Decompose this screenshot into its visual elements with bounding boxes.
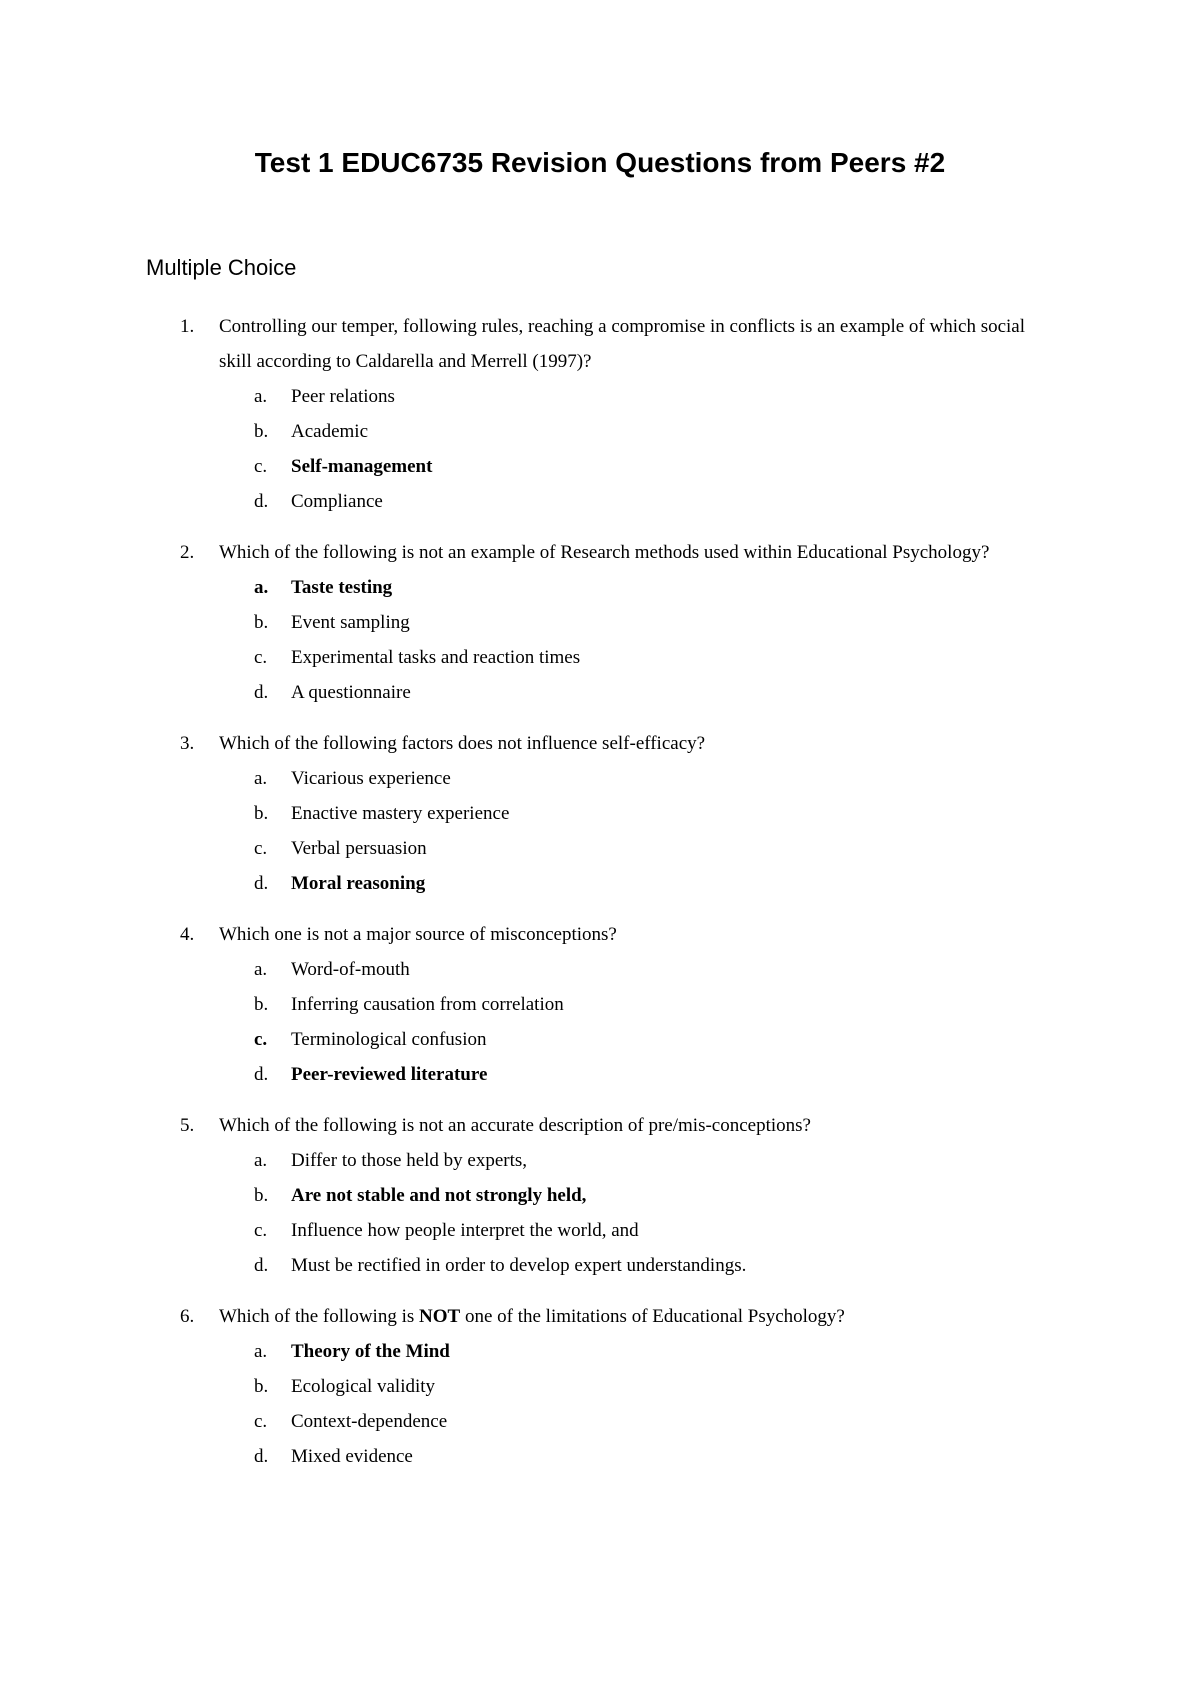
- question-number: 1.: [180, 316, 195, 337]
- option-text: Context-dependence: [291, 1411, 448, 1432]
- option-text-answer: Taste testing: [291, 577, 393, 598]
- option-letter: c.: [254, 1029, 268, 1050]
- question-text-before: Which of the following is: [219, 1306, 419, 1327]
- option-text: Experimental tasks and reaction times: [291, 647, 581, 668]
- option-letter: a.: [254, 959, 268, 980]
- option-text-answer: Peer-reviewed literature: [291, 1064, 488, 1085]
- option-text: Compliance: [291, 491, 383, 512]
- option-text: Event sampling: [291, 612, 410, 633]
- option-d: [0, 866, 1200, 901]
- question-text-emphasis: NOT: [419, 1306, 461, 1327]
- option-list: [0, 952, 1200, 1092]
- option-c: [0, 831, 1200, 866]
- option-text: Verbal persuasion: [291, 838, 427, 859]
- option-list: [0, 761, 1200, 901]
- option-letter: c.: [254, 456, 268, 477]
- option-letter: b.: [254, 1376, 269, 1397]
- option-text-answer: Self-management: [291, 456, 433, 477]
- option-text: Peer relations: [291, 386, 395, 407]
- option-letter: c.: [254, 1411, 268, 1432]
- option-text: Mixed evidence: [291, 1446, 413, 1467]
- option-text: Influence how people interpret the world, and: [291, 1220, 639, 1241]
- option-letter: d.: [254, 873, 269, 894]
- option-c: [0, 449, 1200, 484]
- option-b: [0, 987, 1200, 1022]
- question-text: Which of the following is not an accurate description of pre/mis-conceptions?: [219, 1115, 811, 1136]
- question-text: Which one is not a major source of misconceptions?: [219, 924, 617, 945]
- option-letter: d.: [254, 682, 269, 703]
- option-c: [0, 1404, 1200, 1439]
- question-1: [0, 309, 1200, 519]
- option-a: [0, 952, 1200, 987]
- option-text-answer: Moral reasoning: [291, 873, 426, 894]
- question-number: 2.: [180, 542, 195, 563]
- option-d: [0, 1439, 1200, 1474]
- option-letter: d.: [254, 1446, 269, 1467]
- option-d: [0, 1057, 1200, 1092]
- option-text: Word-of-mouth: [291, 959, 410, 980]
- option-letter: d.: [254, 491, 269, 512]
- option-text-answer: Theory of the Mind: [291, 1341, 450, 1362]
- question-list: [0, 309, 1200, 1490]
- question-text-after: one of the limitations of Educational Psychology?: [460, 1306, 845, 1327]
- option-text: Differ to those held by experts,: [291, 1150, 528, 1171]
- option-a: [0, 570, 1200, 605]
- option-letter: d.: [254, 1255, 269, 1276]
- option-text-answer: Are not stable and not strongly held,: [291, 1185, 587, 1206]
- option-text: Inferring causation from correlation: [291, 994, 564, 1015]
- option-c: [0, 640, 1200, 675]
- option-text: Terminological confusion: [291, 1029, 487, 1050]
- option-letter: b.: [254, 421, 269, 442]
- option-letter: c.: [254, 647, 268, 668]
- question-2: [0, 535, 1200, 710]
- question-text: Which of the following factors does not influence self-efficacy?: [219, 733, 706, 754]
- option-a: [0, 379, 1200, 414]
- option-letter: b.: [254, 994, 269, 1015]
- option-letter: d.: [254, 1064, 269, 1085]
- option-c: [0, 1022, 1200, 1057]
- question-text: Controlling our temper, following rules, reaching a compromise in conflicts is an example of which social skill according to Caldarella and Merrell (1997)?: [219, 316, 1026, 372]
- question-5: [0, 1108, 1200, 1283]
- question-number: 4.: [180, 924, 195, 945]
- question-6: [0, 1299, 1200, 1474]
- option-text: Vicarious experience: [291, 768, 451, 789]
- question-3: [0, 726, 1200, 901]
- option-list: [0, 379, 1200, 519]
- section-heading: Multiple Choice: [146, 255, 297, 280]
- option-a: [0, 761, 1200, 796]
- option-text: A questionnaire: [291, 682, 411, 703]
- option-a: [0, 1143, 1200, 1178]
- option-letter: a.: [254, 1150, 268, 1171]
- option-text: Academic: [291, 421, 369, 442]
- option-b: [0, 1369, 1200, 1404]
- option-letter: a.: [254, 768, 268, 789]
- option-b: [0, 796, 1200, 831]
- page-title: Test 1 EDUC6735 Revision Questions from Peers #2: [254, 147, 946, 178]
- option-letter: a.: [254, 386, 268, 407]
- option-b: [0, 414, 1200, 449]
- option-b: [0, 1178, 1200, 1213]
- question-text: Which of the following is not an example of Research methods used within Educational Psychology?: [219, 542, 990, 563]
- option-b: [0, 605, 1200, 640]
- option-list: [0, 1334, 1200, 1474]
- option-a: [0, 1334, 1200, 1369]
- option-d: [0, 1248, 1200, 1283]
- option-text: Ecological validity: [291, 1376, 436, 1397]
- question-4: [0, 917, 1200, 1092]
- question-number: 6.: [180, 1306, 195, 1327]
- option-letter: b.: [254, 612, 269, 633]
- option-list: [0, 1143, 1200, 1283]
- question-number: 3.: [180, 733, 195, 754]
- question-number: 5.: [180, 1115, 195, 1136]
- option-letter: b.: [254, 1185, 269, 1206]
- option-d: [0, 484, 1200, 519]
- option-letter: c.: [254, 1220, 268, 1241]
- option-letter: b.: [254, 803, 269, 824]
- option-c: [0, 1213, 1200, 1248]
- option-d: [0, 675, 1200, 710]
- option-letter: a.: [254, 577, 269, 598]
- option-letter: a.: [254, 1341, 268, 1362]
- option-text: Must be rectified in order to develop expert understandings.: [291, 1255, 747, 1276]
- question-text: [219, 1299, 1039, 1334]
- option-text: Enactive mastery experience: [291, 803, 510, 824]
- option-list: [0, 570, 1200, 710]
- option-letter: c.: [254, 838, 268, 859]
